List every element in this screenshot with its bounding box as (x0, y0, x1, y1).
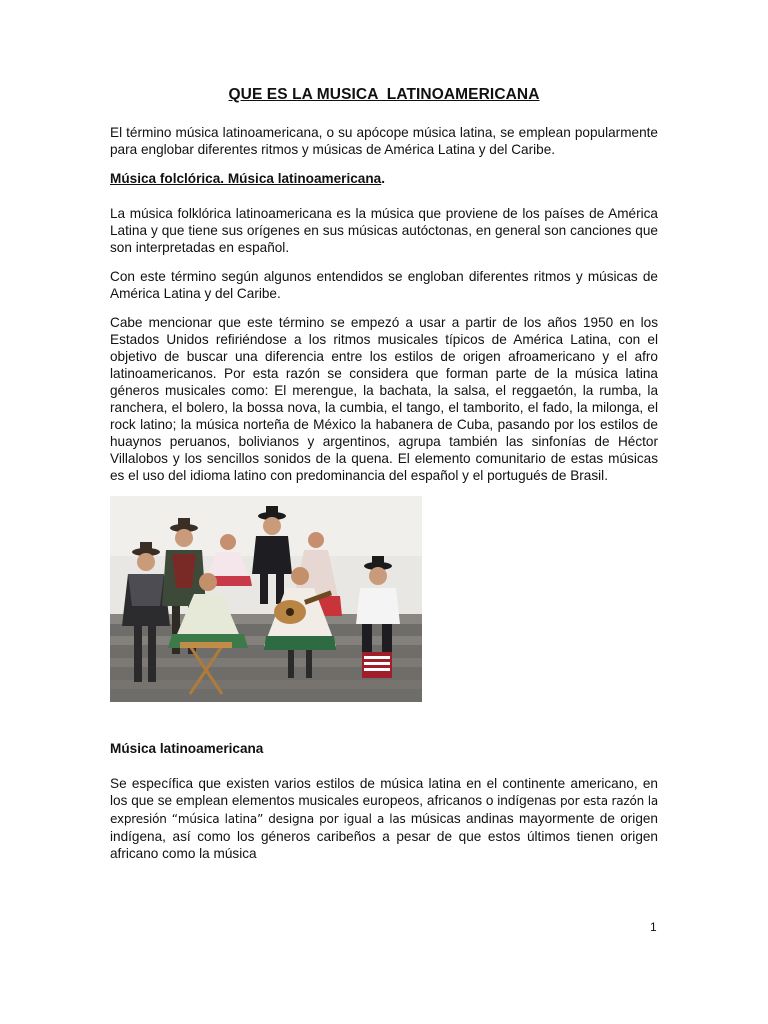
section-heading-folk-punct: . (381, 171, 385, 186)
folk-dancers-photo (110, 496, 422, 702)
folk-paragraph-2: Con este término según algunos entendidos se engloban diferentes ritmos y músicas de América Latina y del Caribe. (110, 269, 658, 301)
section-heading-folk-text: Música folclórica. Música latinoamericana (110, 171, 382, 186)
latin-paragraph-1-start: Se específica que existen varios estilos de música latina en el continente americano, en los que se emplean elementos musicales europeos, africanos o indígenas (110, 776, 658, 808)
page-number: 1 (650, 920, 657, 934)
section-heading-latin: Música latinoamericana (110, 741, 264, 756)
latin-paragraph-1-end: músicas andinas mayormente de origen indígena, así como los géneros caribeños a pesar de que estos últimos tienen origen africano como la música (110, 811, 658, 861)
folk-paragraph-3: Cabe mencionar que este término se empezó a usar a partir de los años 1950 en los Estados Unidos refiriéndose a los ritmos musicales típicos de América Latina, con el objetivo de buscar una diferencia entre los estilos de origen afroamericano y el afro latinoamericanos. Por esta razón se considera que forman parte de la música latina géneros musicales como: El merengue, la bachata, la salsa, el reggaetón, la rumba, la ranchera, el bolero, la bossa nova, la cumbia, el tango, el tamborito, el fado, la milonga, el rock latino; la música norteña de México la habanera de Cuba, pasando por los estilos de huaynos peruanos, bolivianos y argentinos, agrupa también las sinfonías de Héctor Villalobos y los sencillos sonidos de la quena. El elemento comunitario de estas músicas es el uso del idioma latino con predominancia del español y el portugués de Brasil. (110, 315, 658, 483)
latin-paragraph-1-alt-font: por esta razón la expresión “música latina” designa por igual a las (110, 794, 658, 826)
section-heading-folk (110, 170, 658, 187)
intro-paragraph: El término música latinoamericana, o su apócope música latina, se emplean popularmente para englobar diferentes ritmos y músicas de América Latina y del Caribe. (110, 125, 658, 157)
latin-paragraph-1 (110, 775, 658, 862)
folk-paragraph-1: La música folklórica latinoamericana es la música que proviene de los países de América Latina y que tiene sus orígenes en sus músicas autóctonas, en general son canciones que son interpretadas en español. (110, 206, 658, 255)
document-body (110, 86, 658, 874)
document-title: QUE ES LA MUSICA LATINOAMERICANA (228, 86, 540, 103)
